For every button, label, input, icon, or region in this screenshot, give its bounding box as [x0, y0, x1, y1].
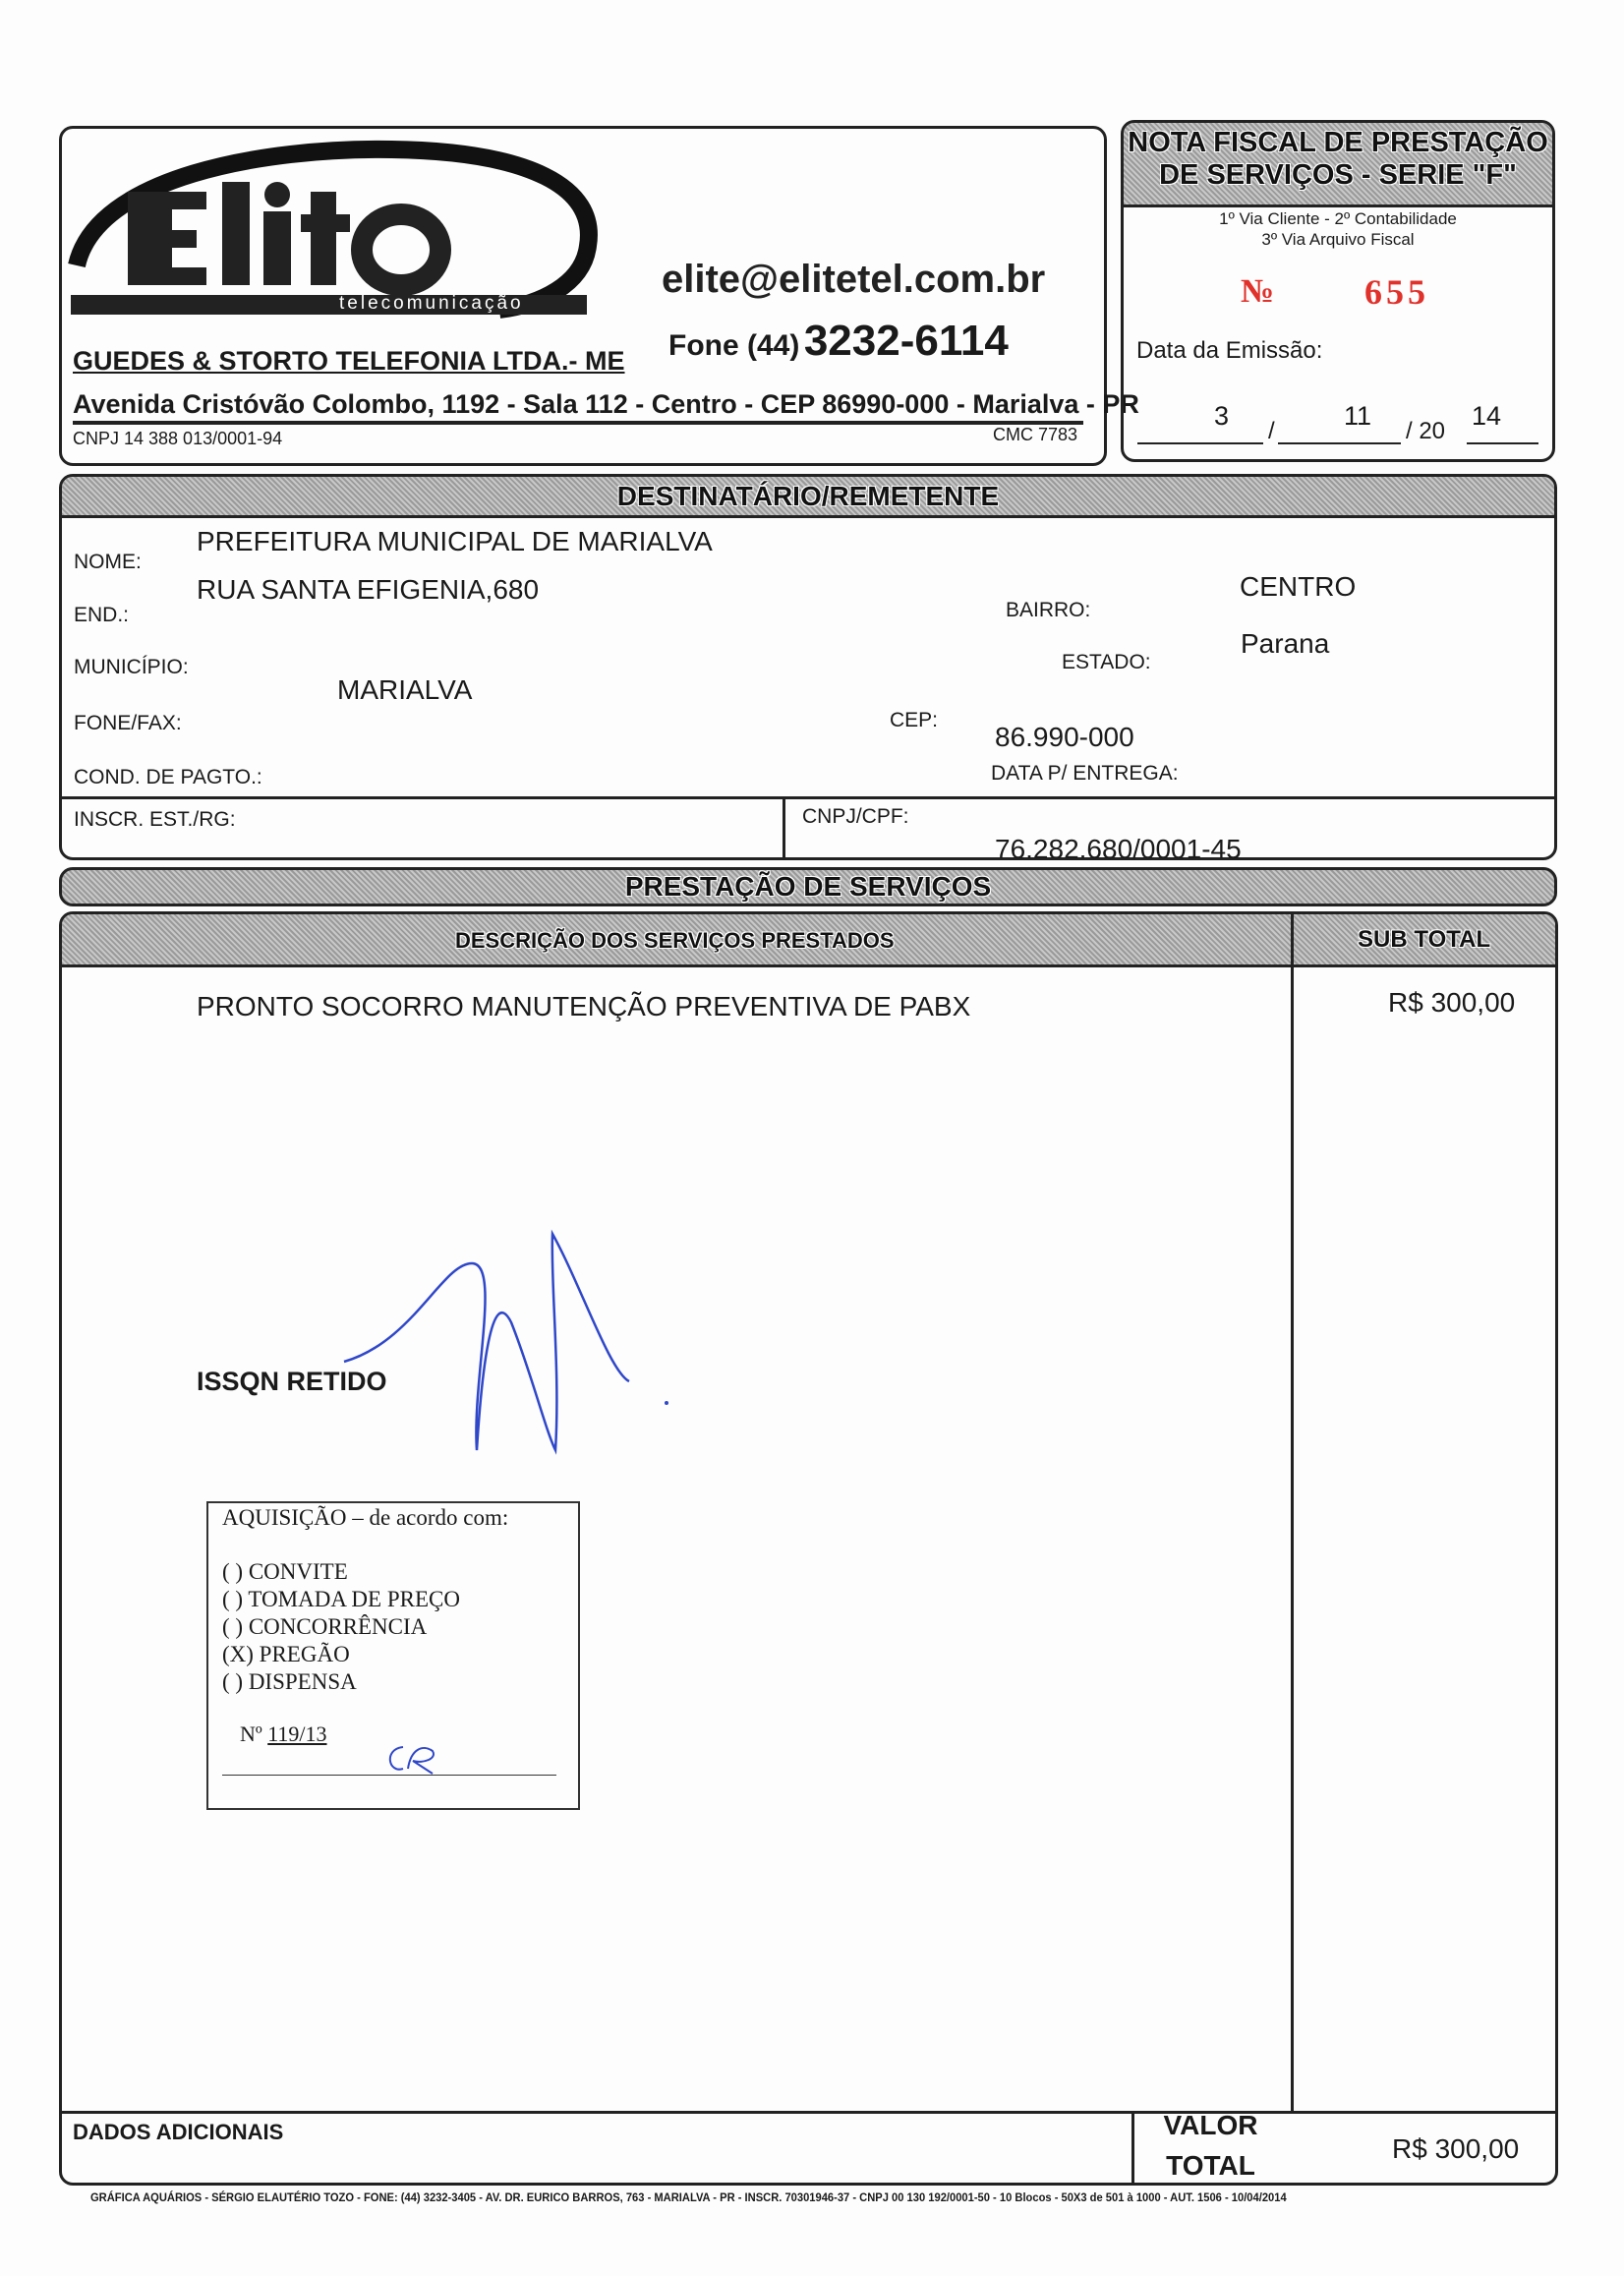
name-label: NOME:	[74, 551, 142, 573]
date-year: 14	[1472, 401, 1502, 431]
invoice-title-1: NOTA FISCAL DE PRESTAÇÃO	[1128, 127, 1548, 158]
company-name: GUEDES & STORTO TELEFONIA LTDA.- ME	[73, 346, 625, 376]
invoice-number: 655	[1364, 272, 1429, 312]
stamp-option-tomada: ( ) TOMADA DE PREÇO	[222, 1587, 460, 1611]
total-value: R$ 300,00	[1392, 2133, 1520, 2164]
stamp-option-concorrencia: ( ) CONCORRÊNCIA	[222, 1614, 428, 1639]
stamp-option-pregao: (X) PREGÃO	[222, 1642, 350, 1666]
delivery-label: DATA P/ ENTREGA:	[991, 762, 1179, 785]
recipient-vdivider	[783, 796, 785, 860]
date-month-line	[1278, 442, 1401, 444]
invoice-title-bar	[1124, 123, 1552, 207]
recipient-title: DESTINATÁRIO/REMETENTE	[616, 481, 1000, 511]
date-day: 3	[1214, 401, 1230, 431]
recipient-address: RUA SANTA EFIGENIA,680	[197, 574, 540, 605]
initials-signature	[383, 1739, 442, 1779]
stamp-option-dispensa: ( ) DISPENSA	[222, 1669, 357, 1694]
issuer-cmc: CMC 7783	[993, 425, 1078, 444]
footer-row-divider	[62, 2111, 1555, 2114]
issqn-note: ISSQN RETIDO	[197, 1367, 387, 1396]
services-title-bar	[59, 867, 1557, 906]
date-month: 11	[1344, 401, 1372, 431]
phone-number: 3232-6114	[803, 317, 1009, 365]
payment-label: COND. DE PAGTO.:	[74, 766, 262, 788]
issuer-cnpj: CNPJ 14 388 013/0001-94	[73, 429, 283, 448]
stamp-option-convite: ( ) CONVITE	[222, 1559, 348, 1584]
recipient-title-bar	[62, 477, 1554, 518]
recipient-cep: 86.990-000	[995, 722, 1134, 752]
cep-label: CEP:	[890, 709, 939, 731]
date-year-prefix: / 20	[1406, 418, 1446, 444]
acquisition-stamp	[206, 1501, 580, 1810]
service-description: PRONTO SOCORRO MANUTENÇÃO PREVENTIVA DE PABX	[197, 991, 971, 1021]
recipient-cnpj: 76.282.680/0001-45	[995, 834, 1242, 859]
recipient-district: CENTRO	[1240, 571, 1357, 602]
col-subtotal: SUB TOTAL	[1358, 926, 1491, 953]
date-sep: /	[1268, 418, 1275, 444]
stamp-title: AQUISIÇÃO – de acordo com:	[222, 1505, 509, 1530]
number-symbol: №	[1241, 273, 1275, 310]
logo-subtext: telecomunicação	[339, 293, 524, 314]
district-label: BAIRRO:	[1006, 599, 1091, 621]
printer-footer: GRÁFICA AQUÁRIOS - SÉRGIO ELAUTÉRIO TOZO - FONE: (44) 3232-3405 - AV. DR. EURICO BARROS, 763 - MARIALVA - PR - INSCR. 70301946-37 - CNPJ 00 130 192/0001-50 - 10 Blocos - 50X3 de 501 à 1000 - AUT. 1506 - 10/04/2014	[90, 2190, 1287, 2204]
stamp-number: 119/13	[267, 1722, 327, 1746]
copies-line-1: 1º Via Cliente - 2º Contabilidade	[1219, 209, 1457, 228]
additional-data-label: DADOS ADICIONAIS	[73, 2120, 284, 2144]
recipient-name: PREFEITURA MUNICIPAL DE MARIALVA	[197, 526, 713, 556]
total-label-2: TOTAL	[1166, 2150, 1255, 2181]
date-day-line	[1137, 442, 1263, 444]
phone-prefix: Fone (44)	[668, 329, 800, 362]
issuer-phone	[668, 317, 1009, 366]
stamp-signature-line	[222, 1775, 556, 1776]
city-label: MUNICÍPIO:	[74, 656, 189, 678]
col-description: DESCRIÇÃO DOS SERVIÇOS PRESTADOS	[455, 928, 895, 953]
stamp-options	[222, 1558, 460, 1696]
address-rule	[73, 421, 1083, 425]
stamp-number-label: Nº	[240, 1722, 262, 1746]
date-year-line	[1467, 442, 1538, 444]
issuer-email: elite@elitetel.com.br	[662, 258, 1046, 301]
state-reg-label: INSCR. EST./RG:	[74, 808, 236, 831]
recipient-cnpj-clip	[995, 834, 1242, 859]
copies-line-2: 3º Via Arquivo Fiscal	[1261, 230, 1415, 249]
services-header-row	[62, 914, 1555, 967]
phone-label: FONE/FAX:	[74, 712, 182, 734]
recipient-city: MARIALVA	[337, 674, 473, 705]
address-label: END.:	[74, 604, 130, 626]
state-label: ESTADO:	[1062, 651, 1151, 673]
stamp-number-row	[240, 1722, 327, 1747]
subtotal-column-divider	[1291, 914, 1294, 2114]
recipient-divider	[62, 796, 1554, 799]
cnpj-label: CNPJ/CPF:	[802, 805, 909, 828]
issuer-address: Avenida Cristóvão Colombo, 1192 - Sala 112 - Centro - CEP 86990-000 - Marialva - PR	[73, 389, 1139, 419]
services-title: PRESTAÇÃO DE SERVIÇOS	[624, 871, 992, 902]
service-subtotal: R$ 300,00	[1388, 987, 1516, 1018]
issue-date-label: Data da Emissão:	[1136, 337, 1323, 364]
total-label-1: VALOR	[1163, 2110, 1258, 2140]
invoice-title-2: DE SERVIÇOS - SERIE "F"	[1159, 159, 1517, 191]
recipient-state: Parana	[1241, 628, 1330, 659]
signature	[334, 1224, 678, 1460]
